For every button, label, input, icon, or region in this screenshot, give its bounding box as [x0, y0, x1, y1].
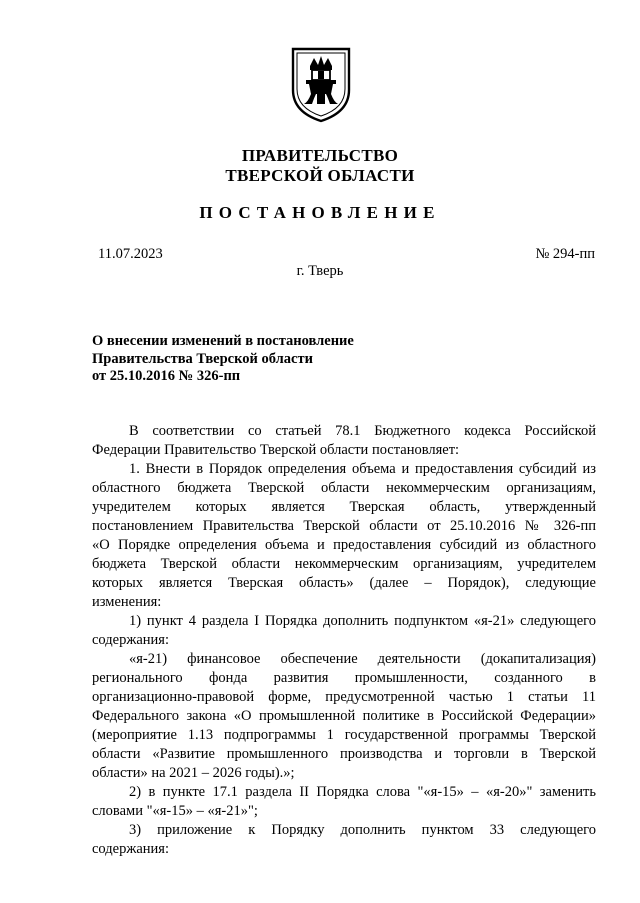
body-line: 1. Внести в Порядок определения объема и предоставления субсидий из [129, 461, 596, 477]
title-line: Правительства Тверской области [92, 350, 313, 367]
document-city: г. Тверь [296, 263, 344, 279]
body-line: которых является Тверская область» (далее – Порядок), следующие [92, 575, 596, 591]
body-line: содержания: [92, 632, 170, 648]
body-line: Федерации Правительство Тверской области постановляет: [92, 442, 460, 458]
body-line: 1) пункт 4 раздела I Порядка дополнить подпунктом «я-21» следующего [129, 613, 596, 629]
body-line: «О Порядке определения объема и предоставления субсидий из областного [92, 537, 596, 553]
body-line: изменения: [92, 594, 162, 610]
body-line: бюджета Тверской области некоммерческим организациям, учредителем [92, 556, 596, 572]
body-line: регионального фонда развития промышленности, созданного в [92, 670, 596, 686]
coat-of-arms-emblem [290, 46, 352, 124]
body-line: словами "«я-15» – «я-21»"; [92, 803, 258, 819]
document-type: ПОСТАНОВЛЕНИЕ [199, 203, 441, 222]
body-line: областного бюджета Тверской области некоммерческим организациям, [92, 480, 596, 496]
body-line: (мероприятие 1.13 подпрограммы 1 государственной программы Тверской [92, 727, 596, 743]
document-body [92, 422, 596, 859]
body-line: области «Развитие промышленного производства и торговли в Тверской [92, 746, 596, 762]
body-line: В соответствии со статьей 78.1 Бюджетного кодекса Российской [129, 423, 596, 439]
government-name-line2: ТВЕРСКОЙ ОБЛАСТИ [225, 166, 415, 185]
body-line: области» на 2021 – 2026 годы).»; [92, 765, 295, 781]
body-line: организационно-правовой форме, предусмотренной частью 1 статьи 11 [92, 689, 596, 705]
body-line: постановлением Правительства Тверской области от 25.10.2016 № 326-пп [92, 518, 596, 534]
document-title [92, 333, 354, 386]
body-line: учредителем которых является Тверская область, утвержденный [92, 499, 596, 515]
government-name-line1: ПРАВИТЕЛЬСТВО [241, 146, 399, 165]
title-line: от 25.10.2016 № 326-пп [92, 368, 241, 384]
body-line: 2) в пункте 17.1 раздела II Порядка слова "«я-15» – «я-20»" заменить [129, 784, 596, 800]
document-date: 11.07.2023 [98, 246, 163, 262]
body-line: 3) приложение к Порядку дополнить пунктом 33 следующего [129, 822, 596, 838]
body-line: Федерального закона «О промышленной политике в Российской Федерации» [92, 708, 596, 724]
body-line: «я-21) финансовое обеспечение деятельности (докапитализация) [129, 651, 596, 667]
body-line: содержания: [92, 841, 170, 857]
title-line: О внесении изменений в постановление [92, 333, 354, 349]
document-number: № 294-пп [535, 246, 595, 262]
